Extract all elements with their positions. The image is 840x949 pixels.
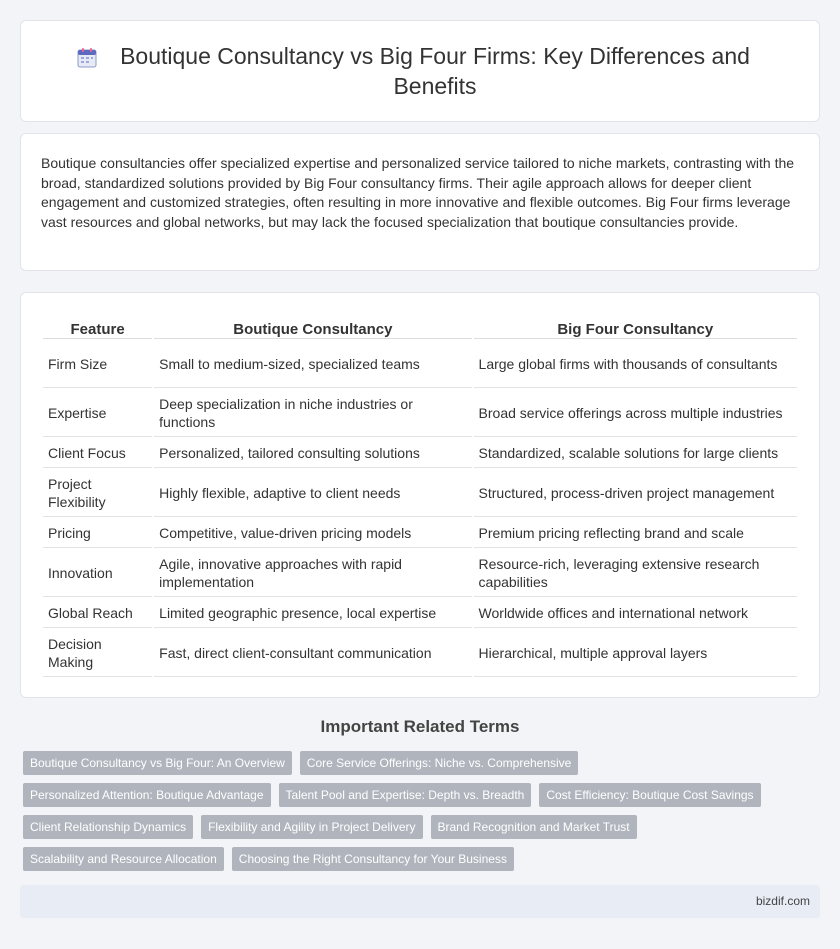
table-cell: Standardized, scalable solutions for large clients (474, 439, 797, 468)
table-row (43, 519, 797, 548)
related-term-tag[interactable]: Brand Recognition and Market Trust (431, 815, 637, 839)
table-row (43, 470, 797, 517)
column-header-boutique: Boutique Consultancy (154, 315, 471, 339)
comparison-table (41, 313, 799, 679)
table-cell: Global Reach (43, 599, 152, 628)
column-header-feature: Feature (43, 315, 152, 339)
column-header-big-four: Big Four Consultancy (474, 315, 797, 339)
footer (20, 885, 820, 918)
table-header-row (43, 315, 797, 339)
table-cell: Large global firms with thousands of consultants (474, 341, 797, 388)
related-terms-list (23, 751, 813, 871)
table-cell: Firm Size (43, 341, 152, 388)
table-cell: Hierarchical, multiple approval layers (474, 630, 797, 677)
intro-paragraph: Boutique consultancies offer specialized expertise and personalized service tailored to niche markets, contrasting with the broad, standardized solutions provided by Big Four consultancy firms. Their agile approach allows for deeper client engagement and customized strategies, often resulting in more innovative and flexible outcomes. Big Four firms leverage vast resources and global networks, but may lack the focused specialization that boutique consultancies provide. (41, 155, 795, 230)
related-term-tag[interactable]: Cost Efficiency: Boutique Cost Savings (539, 783, 760, 807)
table-cell: Broad service offerings across multiple industries (474, 390, 797, 437)
table-cell: Project Flexibility (43, 470, 152, 517)
related-term-tag[interactable]: Client Relationship Dynamics (23, 815, 193, 839)
page-title: Boutique Consultancy vs Big Four Firms: Key Differences and Benefits (120, 43, 750, 99)
related-term-tag[interactable]: Core Service Offerings: Niche vs. Comprehensive (300, 751, 579, 775)
table-row (43, 390, 797, 437)
related-term-tag[interactable]: Choosing the Right Consultancy for Your Business (232, 847, 514, 871)
related-term-tag[interactable]: Scalability and Resource Allocation (23, 847, 224, 871)
table-row (43, 439, 797, 468)
table-cell: Innovation (43, 550, 152, 597)
table-cell: Personalized, tailored consulting solutions (154, 439, 471, 468)
table-cell: Expertise (43, 390, 152, 437)
header-card (20, 20, 820, 122)
intro-card (20, 133, 820, 271)
table-cell: Agile, innovative approaches with rapid implementation (154, 550, 471, 597)
table-cell: Fast, direct client-consultant communication (154, 630, 471, 677)
table-cell: Competitive, value-driven pricing models (154, 519, 471, 548)
related-term-tag[interactable]: Talent Pool and Expertise: Depth vs. Breadth (279, 783, 532, 807)
related-term-tag[interactable]: Boutique Consultancy vs Big Four: An Overview (23, 751, 292, 775)
table-cell: Structured, process-driven project management (474, 470, 797, 517)
table-cell: Deep specialization in niche industries or functions (154, 390, 471, 437)
table-cell: Pricing (43, 519, 152, 548)
related-term-tag[interactable]: Personalized Attention: Boutique Advantage (23, 783, 271, 807)
comparison-table-card (20, 292, 820, 698)
table-row (43, 599, 797, 628)
table-cell: Client Focus (43, 439, 152, 468)
table-cell: Worldwide offices and international network (474, 599, 797, 628)
table-cell: Highly flexible, adaptive to client needs (154, 470, 471, 517)
table-cell: Small to medium-sized, specialized teams (154, 341, 471, 388)
table-cell: Limited geographic presence, local expertise (154, 599, 471, 628)
table-row (43, 341, 797, 388)
table-row (43, 550, 797, 597)
related-terms-title: Important Related Terms (320, 717, 520, 736)
related-term-tag[interactable]: Flexibility and Agility in Project Delivery (201, 815, 422, 839)
table-cell: Premium pricing reflecting brand and scale (474, 519, 797, 548)
table-cell: Decision Making (43, 630, 152, 677)
table-row (43, 630, 797, 677)
table-cell: Resource-rich, leveraging extensive research capabilities (474, 550, 797, 597)
footer-site-link[interactable]: bizdif.com (755, 894, 810, 908)
